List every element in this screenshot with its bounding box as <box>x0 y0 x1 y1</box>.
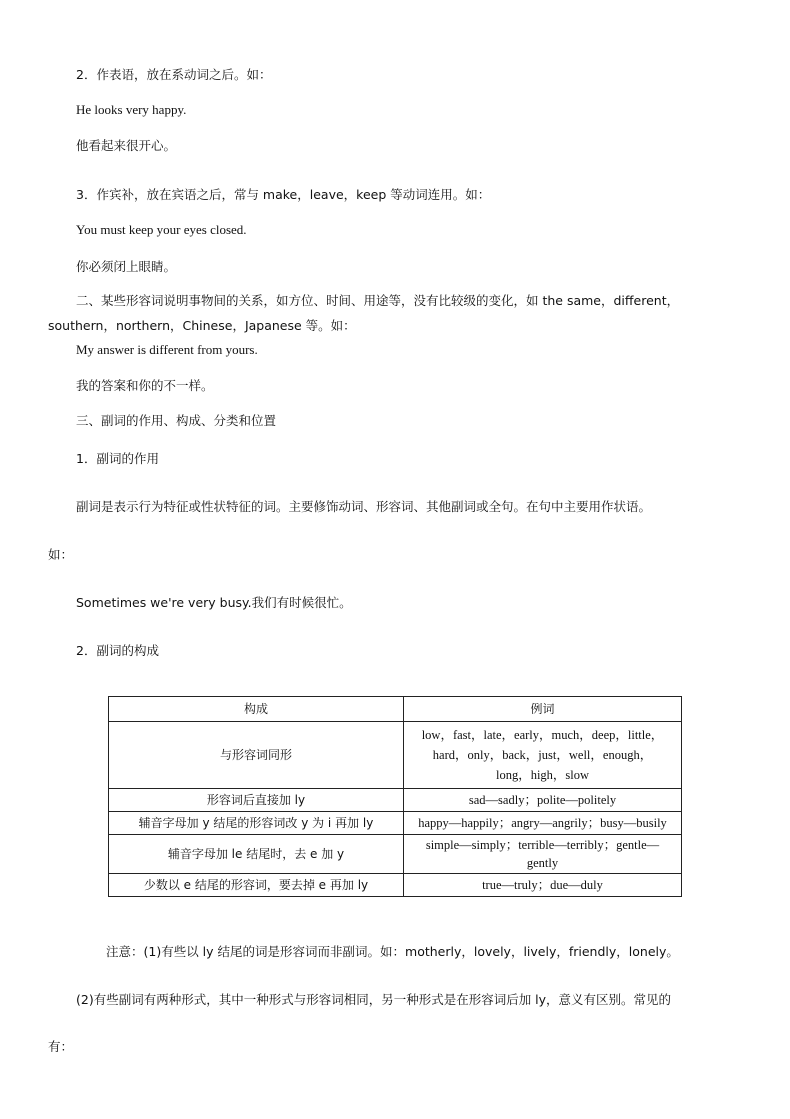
line-3-complement: 3．作宾补，放在宾语之后，常与 make，leave，keep 等动词连用。如： <box>76 187 491 202</box>
example-cn-2: 你必须闭上眼睛。 <box>76 259 177 274</box>
example-en-1: He looks very happy. <box>76 102 187 117</box>
example-sometimes: Sometimes we're very busy.我们有时候很忙。 <box>76 595 352 610</box>
note-1: 注意：(1)有些以 ly 结尾的词是形容词而非副词。如：motherly，lovely，lively，friendly，lonely。 <box>106 944 679 959</box>
formation-examples: true—truly；due—duly <box>404 874 682 897</box>
example-en-3: My answer is different from yours. <box>76 342 258 357</box>
note-2: (2)有些副词有两种形式，其中一种形式与形容词相同，另一种形式是在形容词后加 ly，意义有区别。常见的 <box>76 992 672 1007</box>
formation-examples: simple—simply；terrible—terribly；gentle—gently <box>404 835 682 874</box>
example-en-2: You must keep your eyes closed. <box>76 222 247 237</box>
formation-examples: low，fast，late，early，much，deep，little，hard，only，back，just，well，enough，long，high，slow <box>404 722 682 789</box>
header-formation: 构成 <box>109 697 404 722</box>
section-2-continued: southern，northern，Chinese，Japanese 等。如： <box>48 318 356 333</box>
section-2-heading: 二、某些形容词说明事物间的关系，如方位、时间、用途等，没有比较级的变化，如 the same，different， <box>76 293 680 308</box>
table-row <box>109 722 682 789</box>
subheading-adverb-formation: 2．副词的构成 <box>76 643 159 658</box>
table-row <box>109 874 682 897</box>
example-cn-1: 他看起来很开心。 <box>76 138 177 153</box>
formation-examples: sad—sadly；polite—politely <box>404 789 682 812</box>
table-header-row <box>109 697 682 722</box>
adverb-definition-cont: 如： <box>48 547 74 562</box>
formation-rule: 辅音字母加 le 结尾时，去 e 加 y <box>109 835 404 874</box>
subheading-adverb-function: 1．副词的作用 <box>76 451 159 466</box>
formation-rule: 少数以 e 结尾的形容词，要去掉 e 再加 ly <box>109 874 404 897</box>
section-3-heading: 三、副词的作用、构成、分类和位置 <box>76 413 277 428</box>
table-row <box>109 789 682 812</box>
table-row <box>109 835 682 874</box>
adverb-formation-table <box>108 696 682 897</box>
formation-rule: 辅音字母加 y 结尾的形容词改 y 为 i 再加 ly <box>109 812 404 835</box>
formation-rule: 形容词后直接加 ly <box>109 789 404 812</box>
adverb-definition: 副词是表示行为特征或性状特征的词。主要修饰动词、形容词、其他副词或全句。在句中主要用作状语。 <box>76 499 652 514</box>
formation-examples: happy—happily；angry—angrily；busy—busily <box>404 812 682 835</box>
table-row <box>109 812 682 835</box>
line-2-predicative: 2．作表语，放在系动词之后。如： <box>76 67 272 82</box>
formation-rule: 与形容词同形 <box>109 722 404 789</box>
example-cn-3: 我的答案和你的不一样。 <box>76 378 214 393</box>
note-2-cont: 有： <box>48 1039 74 1054</box>
header-examples: 例词 <box>404 697 682 722</box>
